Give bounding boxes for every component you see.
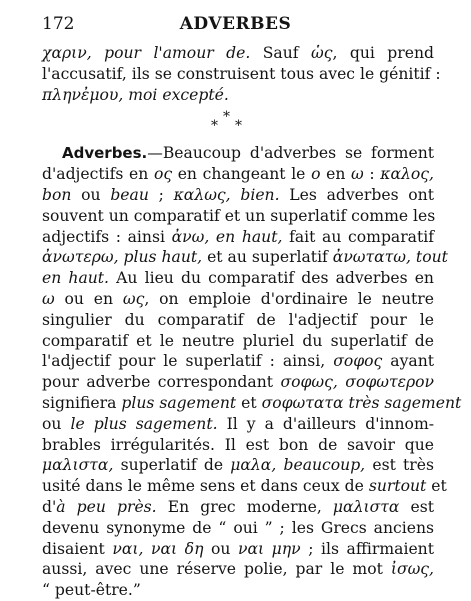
text-run: ως — [122, 289, 145, 308]
text-line — [42, 331, 434, 352]
text-line — [42, 206, 434, 227]
text-run: ἀνω, en haut, — [171, 227, 283, 246]
text-run: En grec moderne, — [156, 497, 333, 516]
text-run: plus sagement — [121, 393, 237, 412]
text-run: et au superlatif — [202, 248, 333, 267]
text-body — [42, 43, 462, 601]
text-run: pour adverbe correspondant — [42, 373, 281, 392]
text-line — [42, 351, 434, 372]
text-run: devenu synonyme de “ oui ” ; les Grecs anciens — [42, 518, 434, 537]
text-run: ; ils affirmaient — [300, 539, 434, 558]
text-line — [42, 185, 434, 206]
text-line — [42, 518, 434, 539]
section-heading: Adverbes. — [62, 144, 148, 163]
paragraph-adverbes — [42, 143, 462, 601]
text-run: disaient — [42, 539, 113, 558]
text-run: ο — [311, 165, 321, 184]
text-run: d' — [42, 497, 57, 516]
text-run: brables irrégularités. Il est bon de savoir que — [42, 435, 434, 454]
text-line — [42, 414, 434, 435]
text-run: μαλιστα, — [42, 456, 114, 475]
page-number: 172 — [42, 14, 75, 34]
text-run: en — [320, 165, 352, 184]
text-line — [42, 268, 434, 289]
text-run: est — [399, 497, 434, 516]
text-line — [42, 435, 434, 456]
text-line — [42, 64, 441, 85]
text-run: singulier du comparatif de l'adjectif pour le — [42, 310, 434, 329]
text-run: souvent un comparatif et un superlatif comme les — [42, 206, 436, 225]
text-run: surtout — [368, 477, 427, 496]
text-run: d'adjectifs en — [42, 165, 154, 184]
text-run: comparatif et le neutre pluriel du superlatif de — [42, 331, 434, 350]
text-run: beau — [110, 185, 149, 204]
text-line — [42, 247, 448, 268]
text-run: à peu près. — [56, 497, 157, 516]
text-line — [42, 393, 462, 414]
text-run: ναι μην — [237, 539, 301, 558]
text-run: bon — [42, 185, 72, 204]
text-run: superlatif de — [113, 456, 231, 475]
page-title: ADVERBES — [179, 14, 292, 34]
text-run: Il y a d'ailleurs d'innom- — [217, 414, 435, 433]
text-run: en changeant le — [172, 165, 312, 184]
text-run: σοφως, σοφωτερον — [280, 373, 434, 392]
ornament-asterisk: * — [235, 118, 242, 135]
text-run: est très — [365, 456, 434, 475]
text-run: σοφος — [333, 352, 383, 371]
text-run: ; — [148, 185, 174, 204]
text-line — [42, 559, 434, 580]
text-run: χαριν, pour l'amour de. — [42, 44, 251, 62]
text-run: usité dans le même sens et dans ceux de — [42, 477, 369, 496]
text-line — [42, 455, 434, 476]
text-run: καλος, — [380, 165, 434, 184]
text-line — [42, 497, 434, 518]
text-line — [42, 310, 434, 331]
text-line — [42, 539, 434, 560]
text-run: σοφωτατα très sagement — [261, 393, 462, 412]
text-line — [42, 372, 434, 393]
text-line — [42, 43, 434, 64]
text-run: ou — [42, 414, 71, 433]
text-run: et — [426, 477, 447, 496]
text-run: ou — [71, 185, 111, 204]
text-run: , qui prend — [332, 44, 434, 62]
text-run: ω — [351, 165, 364, 184]
text-run: ἀνωτερω, plus haut, — [42, 248, 203, 267]
text-run: καλως, bien. — [173, 185, 280, 204]
text-run: et — [236, 393, 262, 412]
text-run: πληνἐμου, moi excepté. — [42, 85, 229, 104]
text-run: —Beaucoup d'adverbes se forment — [147, 144, 434, 163]
text-line — [42, 289, 434, 310]
text-run: , on emploie d'ordinaire le neutre — [144, 289, 434, 308]
text-run: ος — [153, 165, 173, 184]
text-line — [42, 580, 434, 601]
text-run: ἀνωτατω, tout — [332, 248, 448, 267]
text-run: ἰσως, — [390, 560, 434, 579]
text-run: ὡς — [311, 44, 333, 62]
text-run: ω — [42, 289, 55, 308]
text-run: ou — [203, 539, 238, 558]
text-run: Sauf — [250, 44, 311, 62]
text-run: aussi, avec une réserve polie, par le mot — [42, 560, 391, 579]
text-run: “ peut-être.” — [42, 581, 141, 600]
text-run: le plus sagement. — [70, 414, 218, 433]
text-line — [42, 143, 434, 164]
text-run: Les adverbes ont — [279, 185, 434, 204]
text-run: Au lieu du comparatif des adverbes en — [109, 269, 434, 288]
text-run: adjectifs : ainsi — [42, 227, 172, 246]
text-run: en haut. — [42, 269, 110, 288]
text-run: ayant — [382, 352, 435, 371]
text-run: signifiera — [42, 393, 122, 412]
ornament-asterisk: * — [211, 118, 218, 135]
text-line — [42, 476, 447, 497]
paragraph-continuation — [42, 43, 441, 105]
text-run: l'accusatif, ils se construisent tous avec le génitif : — [42, 64, 441, 83]
text-line — [42, 227, 434, 248]
text-run: fait au comparatif — [282, 227, 434, 246]
ornament-asterisk: * — [223, 109, 230, 126]
text-run: ναι, ναι δη — [112, 539, 204, 558]
text-run: μαλα, beaucoup, — [230, 456, 366, 475]
running-header — [0, 14, 471, 38]
text-run: ou en — [54, 289, 123, 308]
section-ornament — [42, 105, 434, 143]
text-run: μαλιστα — [332, 497, 400, 516]
text-run: : — [363, 165, 381, 184]
text-line — [42, 164, 434, 185]
text-line — [42, 85, 434, 106]
text-run: l'adjectif pour le superlatif : ainsi, — [42, 352, 334, 371]
